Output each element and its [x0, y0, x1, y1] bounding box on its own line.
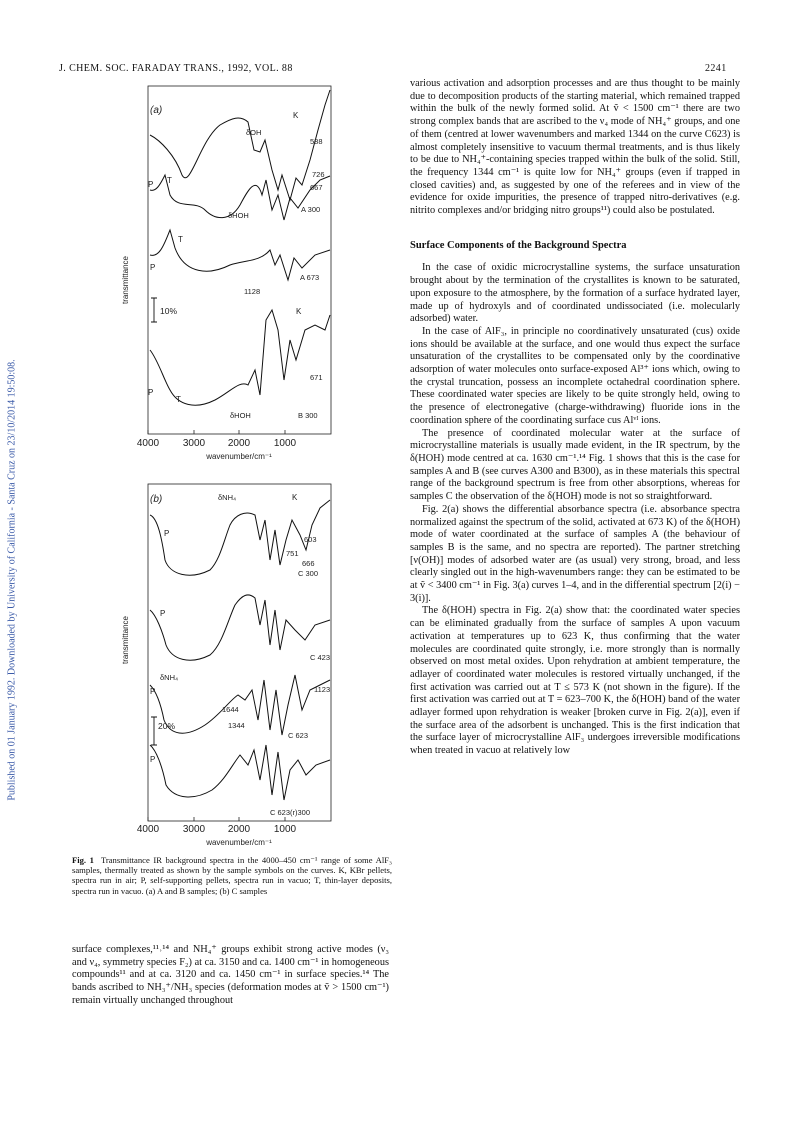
label-a-726: 726: [312, 170, 325, 179]
caption-text: Transmittance IR background spectra in the 4000–450 cm⁻¹ range of some AlF₃ samples, thermally treated as shown by the sample symbols on the curves. K, KBr pellets, spectra run in air; P, self-supporting pellets, spectra run in vacuo; T, thin-layer deposits, spectra run in vacuo. (a) A and B samples; (b) C samples: [72, 855, 392, 896]
label-b-P2: P: [160, 609, 166, 618]
label-b-1123: 1123: [314, 685, 331, 694]
figure-1a: [120, 80, 340, 465]
curve-a-K: [150, 90, 330, 200]
download-notice: [1, 150, 23, 1010]
label-a-A300: A 300: [301, 205, 321, 214]
right-paragraph-4: The presence of coordinated molecular water at the surface of microcrystalline materials is usually made evident, in the IR spectrum, by the δ(HOH) mode centred at ca. 1630 cm⁻¹.¹⁴ Fig. 1 shows that this is the case for samples A and B (see curves A300 and B300), as in these materials this spectral range of the background spectrum is free from other absorptions, whereas for samples C the observation of the δ(HOH) mode is not so straightforward.: [410, 427, 740, 503]
label-a-K1: K: [293, 111, 299, 120]
label-b-P1: P: [164, 529, 170, 538]
label-a-667: 667: [310, 183, 323, 192]
download-notice-text: Published on 01 January 1992. Downloaded by University of California - Santa Cruz on 23/10/2014 19:50:08.: [6, 359, 18, 801]
label-b-C423: C 423: [310, 653, 331, 662]
label-b-dNH4b: δNH₄: [160, 673, 179, 682]
left-column-text: [72, 944, 389, 1008]
scale-label-a: 10%: [160, 306, 178, 316]
label-b-dNH4a: δNH₄: [218, 493, 237, 502]
label-b-P3: P: [150, 687, 156, 696]
xtick-b-3000: 3000: [182, 824, 206, 835]
y-axis-label-b: transmittance: [121, 615, 130, 665]
label-b-C623r300: C 623(r)300: [270, 808, 311, 817]
caption-label: Fig. 1: [72, 855, 94, 865]
label-a-671: 671: [310, 373, 323, 382]
label-a-dHOH2: δHOH: [230, 411, 251, 420]
right-paragraph-3: In the case of AlF₃, in principle no coordinatively unsaturated (cus) oxide ions should be available at the surface, and one would thus expect the surface unsaturation of the crystallites to be compensated only by the coordinative adsorption of water molecules onto surface-exposed Al³⁺ ions which, owing to the crystal truncation, possess an incomplete octahedral coordination sphere. These coordinated water species are likely to be quite strongly held, owing to the presence of electronegative (charge-withdrawing) fluoride ions in the coordination sphere of the coordinating surface cus Alᵛᴵ ions.: [410, 325, 740, 426]
label-a-P3: P: [148, 388, 154, 397]
label-a-dOH: δOH: [246, 128, 262, 137]
xtick-4000: 4000: [136, 438, 160, 449]
right-paragraph-1: various activation and adsorption processes and are thus thought to be mainly due to decomposition products of the starting material, which remained trapped within the bulk of the newly formed solid. At ṽ < 1500 cm⁻¹ there are two strong complex bands that are ascribed to the ν₄ mode of NH₄⁺ groups, and one of them (centred at lower wavenumbers and marked 1344 on the curve C623) is almost completely insensitive to vacuum thermal treatments, and is thus likely to be due to NH₄⁺-containing species trapped within the bulk of the solid. Still, the frequency 1344 cm⁻¹ is quite low for NH₄⁺ groups (even if trapped in closed cavities) and, as suggested by one of the referees and in view of the evidence for oxide impurities, the presence of trapped nitro-derivatives (e.g. nitrito complexes and/or bridging nitro groups¹¹) could also be postulated.: [410, 78, 740, 217]
curve-b-C623r300: [150, 745, 330, 800]
label-b-666: 666: [302, 559, 315, 568]
panel-label-b: (b): [150, 494, 163, 505]
label-a-588: 588: [310, 137, 323, 146]
y-axis-label-a: transmittance: [121, 255, 130, 305]
label-a-T2: T: [178, 235, 183, 244]
x-axis-label-a: wavenumber/cm⁻¹: [206, 452, 272, 461]
x-axis-label-b: wavenumber/cm⁻¹: [206, 838, 272, 847]
label-b-751: 751: [286, 549, 299, 558]
xtick-3000: 3000: [182, 438, 206, 449]
panel-label-a: (a): [150, 105, 163, 116]
scale-bar-b: [151, 717, 157, 745]
label-a-A673: A 673: [300, 273, 320, 282]
frame-a: [148, 86, 331, 434]
label-b-603: 603: [304, 535, 317, 544]
figure-1b: [120, 480, 340, 850]
xtick-1000: 1000: [273, 438, 297, 449]
label-a-dHOH1: δHOH: [228, 211, 249, 220]
label-a-B300: B 300: [298, 411, 318, 420]
right-column: [410, 78, 740, 758]
xtick-b-4000: 4000: [136, 824, 160, 835]
label-a-P1: P: [148, 180, 154, 189]
label-a-1128: 1128: [244, 287, 261, 296]
label-a-T3: T: [176, 395, 181, 404]
xtick-2000: 2000: [227, 438, 251, 449]
right-paragraph-2: In the case of oxidic microcrystalline systems, the surface unsaturation brought about by the termination of the crystallites is known to be saturated, upon exposure to the atmosphere, by the formation of a surface hydrated layer, made up of hydroxyls and of coordinated undissociated (i.e. molecularly adsorbed) water.: [410, 262, 740, 325]
label-a-T1: T: [167, 176, 172, 185]
curve-b-C423: [150, 595, 330, 660]
xtick-b-1000: 1000: [273, 824, 297, 835]
label-b-C623: C 623: [288, 731, 309, 740]
label-b-1644: 1644: [222, 705, 239, 714]
right-paragraph-5: Fig. 2(a) shows the differential absorbance spectra (i.e. absorbance spectra normalized against the spectrum of the solid, activated at 673 K) of the δ(HOH) mode of water coordinated at the surface of samples A (the behaviour of samples B is the same, and no spectra are reported). The partner stretching [ν(OH)] modes of adsorbed water are (as usual) very strong, broad, and less clearly singled out in the high-wavenumbers range: they can be estimated to be at ṽ < 3400 cm⁻¹ in Fig. 3(a) curves 1–4, and in the differential spectrum [2(i) − 3(i)].: [410, 503, 740, 604]
xtick-b-2000: 2000: [227, 824, 251, 835]
label-b-C300: C 300: [298, 569, 319, 578]
label-b-K1: K: [292, 493, 298, 502]
figure-caption: [72, 855, 392, 896]
x-ticks-a: [148, 430, 285, 434]
page-number: 2241: [705, 63, 727, 74]
running-header: J. CHEM. SOC. FARADAY TRANS., 1992, VOL. 88: [59, 63, 293, 74]
left-paragraph: surface complexes,¹¹˒¹⁴ and NH₄⁺ groups exhibit strong active modes (ν₃ and ν₄, symmetry species F₂) at ca. 3150 and ca. 1400 cm⁻¹ in homogeneous compounds¹¹ and at ca. 3120 and ca. 1450 cm⁻¹ in surface species.¹⁴ The bands ascribed to NH₃⁺/NH₃ species (deformation modes at ṽ > 1500 cm⁻¹) remain virtually unchanged throughout: [72, 944, 389, 1006]
scale-bar-a: [151, 298, 157, 322]
label-a-P2: P: [150, 263, 156, 272]
label-b-1344: 1344: [228, 721, 245, 730]
label-a-K2: K: [296, 307, 302, 316]
scale-label-b: 20%: [158, 721, 176, 731]
right-paragraph-6: The δ(HOH) spectra in Fig. 2(a) show that: the coordinated water species can be eliminated gradually from the surface of samples A upon vacuum activation at temperatures up to 623 K, thus confirming that the water molecules are coordinated quite strongly, i.e. more strongly than is normally observed on most metal oxides. Upon rehydration at ambient temperature, the adlayer of coordinated water molecules is restored virtually unchanged, if the first activation was carried out at T ≤ 573 K (not shown in the figure). If the first activation was carried out at T = 623–700 K, the δ(HOH) band of the water adlayer formed upon rehydration is weaker [broken curve in Fig. 2(a)], even if the surface area of the adsorbent is unchanged. This is the first indication that the surface layer of microcrystalline AlF₃ undergoes irreversible modifications when treated in vacuo at relatively low: [410, 605, 740, 757]
x-ticks-b: [148, 817, 285, 821]
section-heading: Surface Components of the Background Spectra: [410, 239, 627, 251]
label-b-P4: P: [150, 755, 156, 764]
curve-a-B300: [150, 310, 330, 405]
